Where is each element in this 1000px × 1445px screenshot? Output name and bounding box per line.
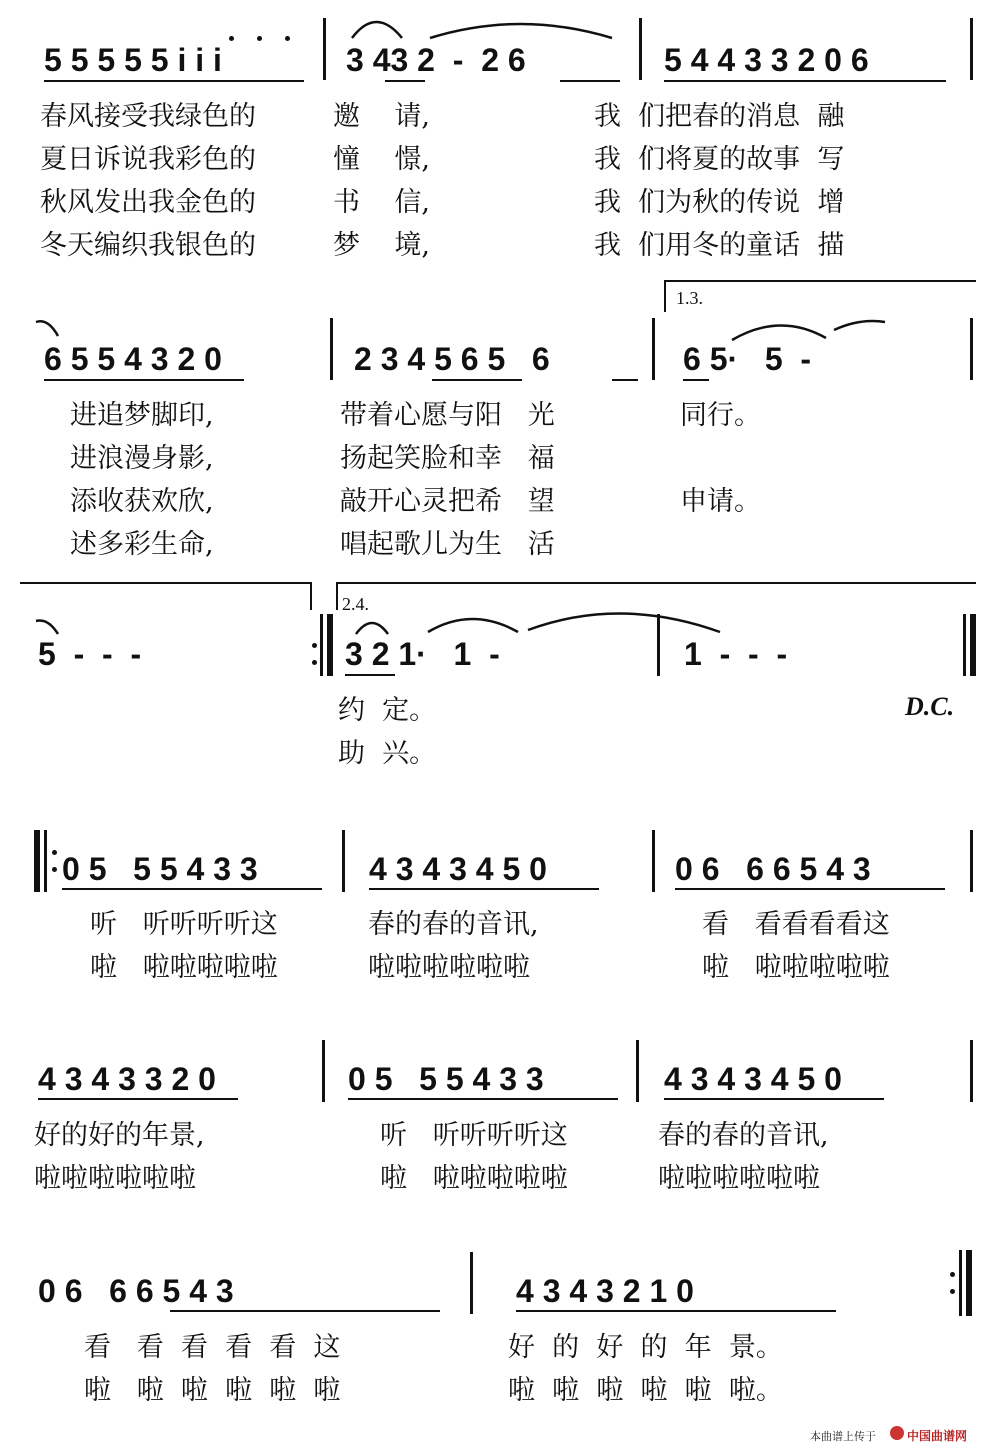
lyric: 看 看看看看这 [702, 909, 890, 940]
lyric: 进追梦脚印, [70, 400, 214, 431]
lyric: 梦 境, [333, 230, 430, 261]
measure-6-1: 0 6 6 6 5 4 3 [38, 1273, 234, 1309]
lyric: 我 们为秋的传说 增 [594, 187, 845, 218]
lyric: 冬天编织我银色的 [40, 230, 256, 261]
measure-4-2: 4 3 4 3 4 5 0 [369, 851, 547, 887]
lyric: 春的春的音讯, [368, 909, 539, 940]
lyric: 好的好的年景, [34, 1120, 205, 1151]
measure-1-1: 5 5 5 5 5 i i i [44, 42, 222, 78]
measure-1-2: 3 43 2 - 2 6 [346, 42, 526, 78]
lyric: 助 兴。 [338, 738, 437, 769]
lyric: 邀 请, [333, 101, 430, 132]
lyric: 啦啦啦啦啦啦 [34, 1163, 196, 1194]
lyric: 带着心愿与阳 光 [340, 400, 555, 431]
site-logo-icon [890, 1426, 904, 1440]
lyric: 添收获欢欣, [70, 486, 214, 517]
measure-2-1: 6 5 5 4 3 2 0 [44, 341, 222, 377]
lyric: 书 信, [333, 187, 430, 218]
slur [352, 22, 402, 38]
lyric: 敲开心灵把希 望 [340, 486, 555, 517]
lyric: 憧 憬, [333, 144, 430, 175]
measure-2-3: 6 5· 5 - [683, 341, 812, 377]
slur [428, 619, 518, 632]
measure-5-2: 0 5 5 5 4 3 3 [348, 1061, 544, 1097]
lyric: 啦 啦 啦 啦 啦 啦。 [508, 1375, 783, 1406]
lyric: 好 的 好 的 年 景。 [508, 1332, 783, 1363]
ending-label-2: 2.4. [342, 594, 369, 614]
da-capo-mark: D.C. [905, 692, 955, 721]
lyric: 啦 啦 啦 啦 啦 啦 [84, 1375, 341, 1406]
measure-4-3: 0 6 6 6 5 4 3 [675, 851, 871, 887]
slur [36, 621, 58, 634]
lyric: 春的春的音讯, [658, 1120, 829, 1151]
lyric: 同行。 [680, 400, 761, 431]
measure-5-3: 4 3 4 3 4 5 0 [664, 1061, 842, 1097]
lyric: 春风接受我绿色的 [40, 101, 256, 132]
lyric: 我 们将夏的故事 写 [594, 144, 845, 175]
ending-label-1: 1.3. [676, 288, 703, 308]
slur [834, 321, 885, 330]
slur [36, 321, 58, 336]
site-name: 中国曲谱网 [907, 1429, 968, 1443]
measure-1-3: 5 4 4 3 3 2 0 6 [664, 42, 869, 78]
measure-3-3: 1 - - - [684, 636, 788, 672]
measure-3-1: 5 - - - [38, 636, 142, 672]
lyric: 啦 啦啦啦啦啦 [90, 952, 278, 983]
measure-3-2: 3 2 1· 1 - [345, 636, 500, 672]
measure-4-1: 0 5 5 5 4 3 3 [62, 851, 258, 887]
slur [732, 325, 826, 340]
lyric: 看 看 看 看 看 这 [84, 1332, 341, 1363]
lyric: 啦 啦啦啦啦啦 [380, 1163, 568, 1194]
measure-6-2: 4 3 4 3 2 1 0 [516, 1273, 694, 1309]
lyric: 秋风发出我金色的 [40, 187, 256, 218]
upload-credit: 本曲谱上传于 [810, 1430, 876, 1443]
lyric: 唱起歌儿为生 活 [340, 529, 555, 560]
slur [356, 623, 388, 634]
lyric: 申请。 [680, 486, 761, 517]
lyric: 啦啦啦啦啦啦 [658, 1163, 820, 1194]
lyric: 听 听听听听这 [380, 1120, 568, 1151]
lyric: 听 听听听听这 [90, 909, 278, 940]
slur [528, 613, 720, 632]
lyric: 啦 啦啦啦啦啦 [702, 952, 890, 983]
lyric: 约 定。 [338, 695, 437, 726]
measure-5-1: 4 3 4 3 3 2 0 [38, 1061, 216, 1097]
measure-2-2: 2 3 4 5 6 5 6 [354, 341, 550, 377]
lyric: 我 们把春的消息 融 [594, 101, 845, 132]
lyric: 进浪漫身影, [70, 443, 214, 474]
slur [430, 24, 612, 38]
lyric: 扬起笑脸和幸 福 [340, 443, 555, 474]
lyric: 述多彩生命, [70, 529, 214, 560]
lyric: 啦啦啦啦啦啦 [368, 952, 530, 983]
lyric: 夏日诉说我彩色的 [40, 144, 256, 175]
lyric: 我 们用冬的童话 描 [594, 230, 845, 261]
